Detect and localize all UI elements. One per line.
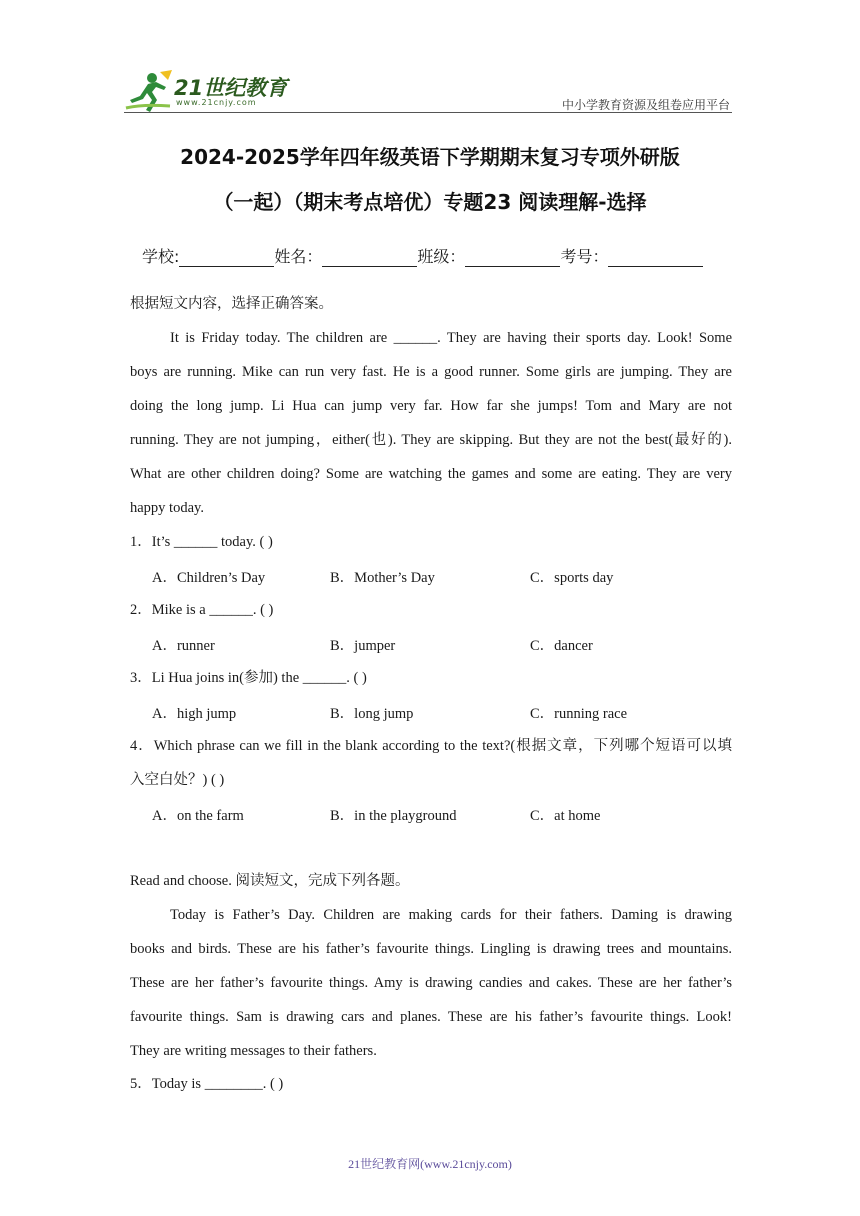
platform-label: 中小学教育资源及组卷应用平台: [561, 98, 730, 112]
question-stem: 4．Which phrase can we fill in the blank according to the text?(根据文章，下列哪个短语可以填: [130, 738, 732, 754]
option-c[interactable]: C．running race: [530, 706, 628, 722]
passage2-line: favourite things. Sam is drawing cars and planes. These are his father’s favourite things. Look!: [130, 1009, 732, 1025]
passage2-instruction: Read and choose. 阅读短文，完成下列各题。: [130, 873, 410, 889]
question-stem: 2．Mike is a ______. ( ): [130, 602, 274, 618]
class-field[interactable]: [465, 250, 560, 267]
header-divider: [124, 112, 732, 113]
page-title-line1: 2024-2025学年四年级英语下学期期末复习专项外研版: [180, 145, 680, 169]
option-a[interactable]: A．runner: [152, 638, 215, 654]
number-label: 考号：: [560, 247, 609, 266]
name-field[interactable]: [322, 250, 417, 267]
option-a[interactable]: A．high jump: [152, 706, 237, 722]
passage2-line: Today is Father’s Day. Children are making cards for their fathers. Daming is drawing: [170, 907, 732, 923]
class-label: 班级：: [417, 247, 466, 266]
question-stem: 1．It’s ______ today. ( ): [130, 534, 273, 550]
option-c[interactable]: C．dancer: [530, 638, 593, 654]
passage1-line: doing the long jump. Li Hua can jump very far. How far she jumps! Tom and Mary are not: [130, 398, 732, 414]
question-stem: 5．Today is ________. ( ): [130, 1076, 284, 1092]
option-a[interactable]: A．on the farm: [152, 808, 244, 824]
name-label: 姓名：: [274, 247, 323, 266]
page-title-line2: （一起）（期末考点培优）专题23 阅读理解-选择: [213, 190, 647, 214]
student-info: [142, 244, 703, 267]
logo-url: www.21cnjy.com: [176, 98, 257, 107]
passage1-line: happy today.: [130, 500, 204, 516]
option-b[interactable]: B．in the playground: [330, 808, 457, 824]
passage1-line: It is Friday today. The children are ______. They are having their sports day. Look! Some: [170, 330, 732, 346]
runner-icon: [122, 70, 174, 114]
passage1-line: What are other children doing? Some are watching the games and some are eating. They are very: [130, 466, 732, 482]
option-c[interactable]: C．at home: [530, 808, 601, 824]
school-label: 学校:: [142, 247, 180, 266]
school-field[interactable]: [179, 250, 274, 267]
passage1-instruction: 根据短文内容，选择正确答案。: [130, 296, 333, 312]
logo: [122, 70, 292, 114]
option-c[interactable]: C．sports day: [530, 570, 614, 586]
passage1-line: running. They are not jumping，either(也). They are skipping. But they are not the best(最好的).: [130, 432, 732, 448]
passage2-line: These are her father’s favourite things. Amy is drawing candies and cakes. These are her father’s: [130, 975, 732, 991]
option-a[interactable]: A．Children’s Day: [152, 570, 266, 586]
footer[interactable]: 21世纪教育网(www.21cnjy.com): [348, 1157, 512, 1171]
passage2-line: They are writing messages to their fathers.: [130, 1043, 377, 1059]
logo-text: 21世纪教育: [174, 76, 288, 100]
option-b[interactable]: B．Mother’s Day: [330, 570, 435, 586]
passage1-line: boys are running. Mike can run very fast. He is a good runner. Some girls are jumping. They are: [130, 364, 732, 380]
passage2-line: books and birds. These are his father’s favourite things. Lingling is drawing trees and mountains.: [130, 941, 732, 957]
option-b[interactable]: B．jumper: [330, 638, 396, 654]
question-stem-cont: 入空白处？) ( ): [130, 772, 225, 788]
number-field[interactable]: [608, 250, 703, 267]
option-b[interactable]: B．long jump: [330, 706, 414, 722]
question-stem: 3．Li Hua joins in(参加) the ______. ( ): [130, 670, 367, 686]
